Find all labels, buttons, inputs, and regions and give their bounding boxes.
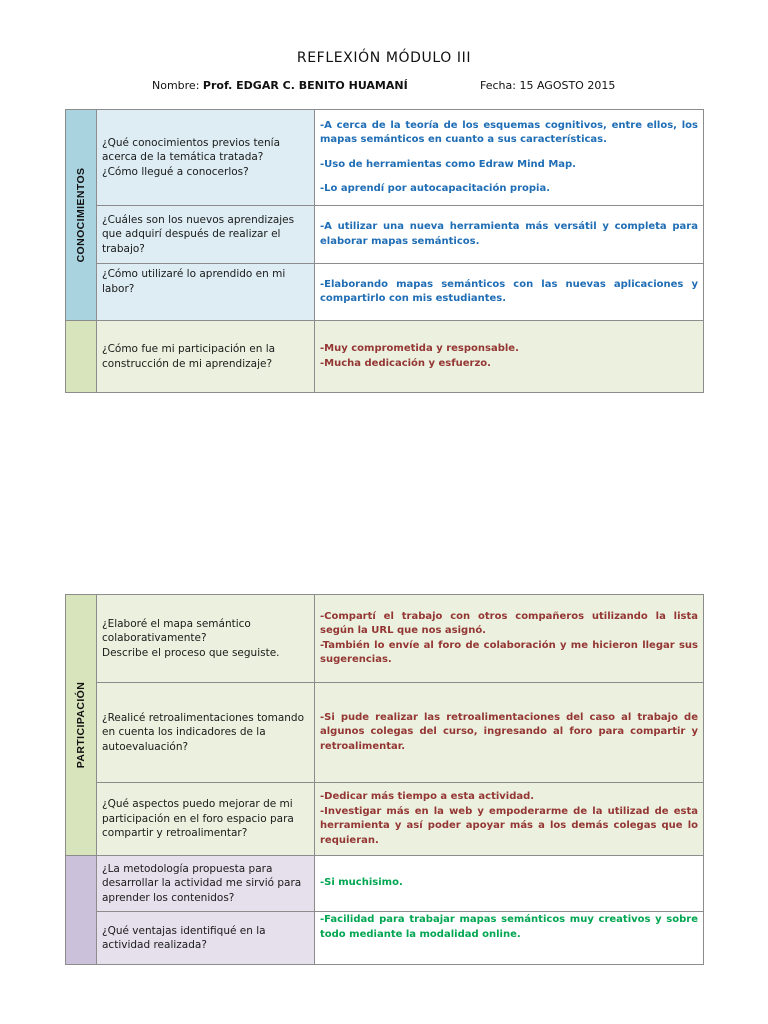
question-cell [97,321,315,393]
answer-cell [315,110,704,206]
question-text: Describe el proceso que seguiste. [102,646,280,659]
date-line [480,79,615,92]
answer-cell [315,321,704,393]
section-label-cell [66,110,97,321]
section-label-cell [66,595,97,856]
date-label: Fecha: [480,79,516,92]
name-label: Nombre: [152,79,200,92]
question-cell [97,264,315,321]
answer-text: -Facilidad para trabajar mapas semánticos muy creativos y sobre todo mediante la modalidad online. [320,914,698,940]
answer-text: -Mucha dedicación y esfuerzo. [320,357,491,369]
author-line [152,79,408,92]
answer-text: -Investigar más en la web y empoderarme de la utilizad de esta herramienta y así poder apoyar más a los demás colegas que lo requieran. [320,805,698,846]
section-label-cell [66,321,97,393]
answer-text: -También lo envíe al foro de colaboración y me hicieron llegar sus sugerencias. [320,639,698,665]
question-text: ¿Realicé retroalimentaciones tomando en cuenta los indicadores de la autoevaluación? [102,711,305,753]
answer-cell [315,783,704,856]
section-label-participacion: PARTICIPACIÓN [75,681,87,769]
section-label-conocimientos: CONOCIMIENTOS [75,167,87,263]
answer-text: -Si pude realizar las retroalimentaciones del caso al trabajo de algunos colegas del curso, ingresando al foro para compartir y retroalimentar. [320,711,698,752]
answer-text: -A utilizar una nueva herramienta más versátil y completa para elaborar mapas semánticos. [320,221,698,247]
answer-text: -Muy comprometida y responsable. [320,343,519,354]
answer-cell [315,264,704,321]
answer-text: -Si muchisimo. [320,877,403,889]
question-text: ¿Elaboré el mapa semántico colaborativamente? [102,617,251,645]
answer-cell [315,206,704,264]
question-cell [97,683,315,783]
question-cell [97,783,315,856]
question-text: ¿La metodología propuesta para desarrollar la actividad me sirvió para aprender los contenidos? [102,862,302,904]
answer-text: -Compartí el trabajo con otros compañeros utilizando la lista según la URL que nos asignó. [320,610,698,636]
author-name: Prof. EDGAR C. BENITO HUAMANÍ [202,79,408,92]
question-text: ¿Qué ventajas identifiqué en la actividad realizada? [102,924,266,951]
question-text: ¿Cómo utilizaré lo aprendido en mi labor? [102,268,286,295]
question-cell [97,912,315,965]
question-cell [97,595,315,683]
question-text: ¿Qué conocimientos previos tenía acerca de la temática tratada? [102,136,281,164]
question-text: ¿Cómo llegué a conocerlos? [102,165,249,178]
question-text: ¿Qué aspectos puedo mejorar de mi participación en el foro espacio para compartir y retroalimentar? [102,798,294,840]
reflection-table-1 [65,109,704,393]
answer-text: -Lo aprendí por autocapacitación propia. [320,183,551,194]
answer-text: -Uso de herramientas como Edraw Mind Map. [320,158,576,170]
answer-cell [315,856,704,912]
question-text: ¿Cómo fue mi participación en la construcción de mi aprendizaje? [102,343,276,370]
answer-text: -Elaborando mapas semánticos con las nuevas aplicaciones y compartirlo con mis estudiantes. [320,278,698,304]
answer-text: -A cerca de la teoría de los esquemas cognitivos, entre ellos, los mapas semánticos en cuanto a sus características. [320,119,698,145]
answer-cell [315,683,704,783]
reflection-table-2 [65,594,704,965]
question-text: ¿Cuáles son los nuevos aprendizajes que adquirí después de realizar el trabajo? [102,213,295,255]
question-cell [97,856,315,912]
answer-text: -Dedicar más tiempo a esta actividad. [320,791,535,802]
answer-cell [315,595,704,683]
section-label-cell [66,856,97,965]
question-cell [97,110,315,206]
answer-cell [315,912,704,965]
document-title: REFLEXIÓN MÓDULO III [296,50,472,66]
date-value: 15 AGOSTO 2015 [519,79,616,92]
question-cell [97,206,315,264]
